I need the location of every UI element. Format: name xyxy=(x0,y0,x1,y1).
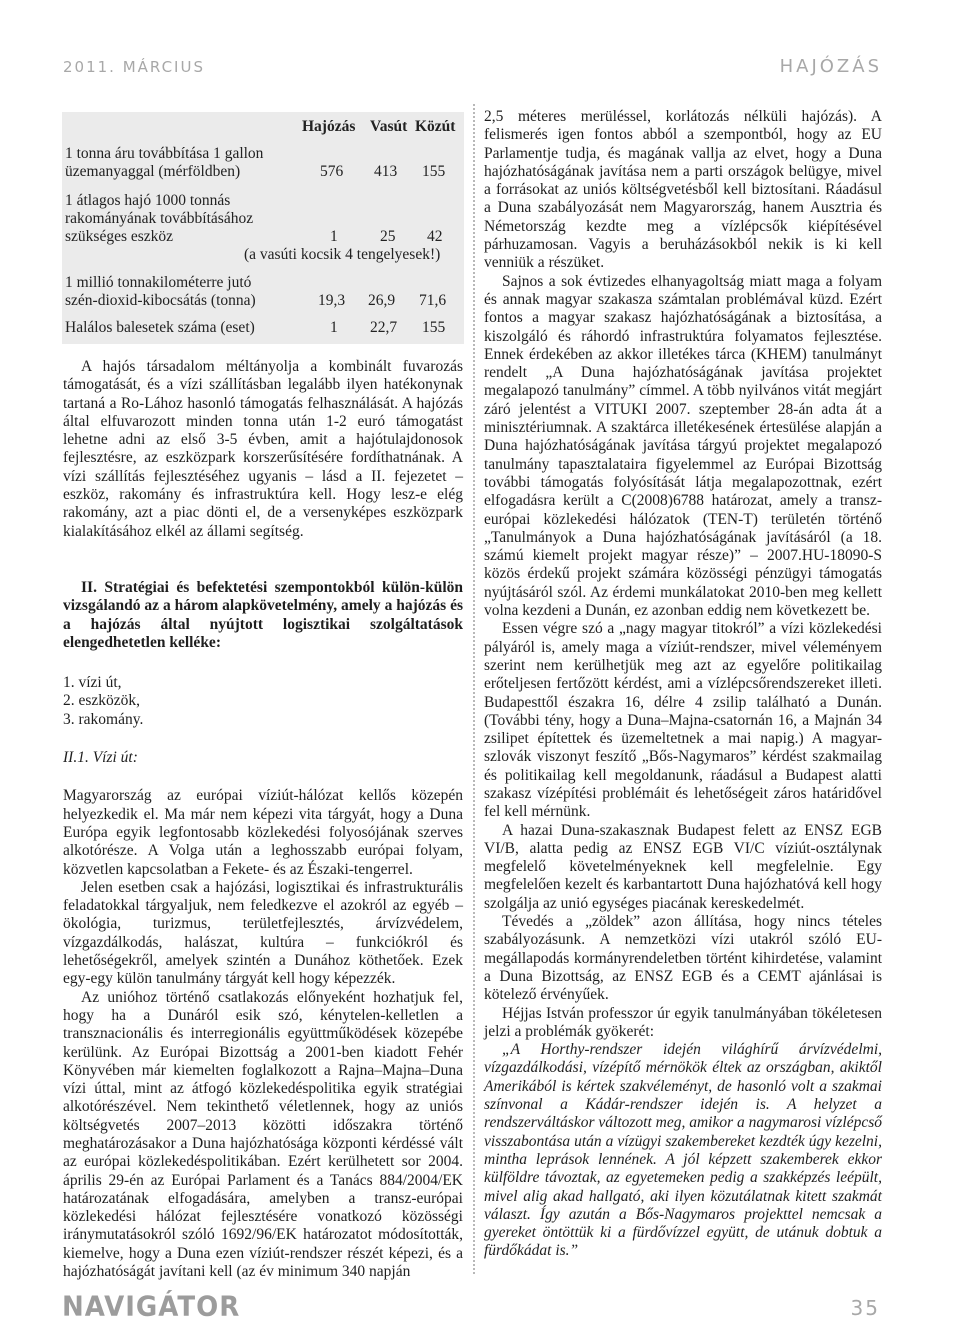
comparison-table xyxy=(62,112,464,344)
left-paragraph-3: Jelen esetben csak a hajózási, logisztikai és infrastrukturális feladatokkal tárgyaljuk, nem feledkezve el azokról az egyéb – ökológia, turizmus, területfejlesztés, árvízvédelem, vízgazdálkodás, halászat, kultúra – funkciókról és lehetőségekről, amelyek szintén a Dunához köthetőek. Ezek egy-egy külön tanulmány tárgyát kell hogy képezzék. xyxy=(63,878,463,988)
list-item-3: 3. rakomány. xyxy=(63,710,144,728)
row1-value-kozut: 155 xyxy=(422,163,446,180)
row3-label-line1: 1 millió tonnakilométerre jutó xyxy=(65,274,252,291)
row2-label-line3: szükséges eszköz xyxy=(65,228,174,245)
page-header xyxy=(0,0,960,92)
row1-value-hajozas: 576 xyxy=(320,163,344,180)
row3-value-vasut: 26,9 xyxy=(368,292,396,309)
row2-value-kozut: 42 xyxy=(427,228,443,245)
subheading-ii-1: II.1. Vízi út: xyxy=(63,749,138,767)
list-item-2: 2. eszközök, xyxy=(63,692,141,710)
navigator-logo: NAVIGÁTOR xyxy=(62,1291,241,1323)
right-column xyxy=(484,108,882,1261)
page-number: 35 xyxy=(850,1296,880,1320)
right-paragraph-5: Tévedés a „zöldek” azon állítása, hogy nincs tételes szabályozásunk. A nemzetközi vízi utakról szóló EU-megállapodás kormányrendeletben történt kihirdetése, valamint a Duna Bizottság, az ENSZ EGB és a CEMT ajánlásai is kötelező érvényűek. xyxy=(484,913,882,1004)
row2-value-hajozas: 1 xyxy=(330,228,338,245)
row1-label-line1: 1 tonna áru továbbítása 1 gallon xyxy=(65,145,264,162)
section-title: HAJÓZÁS xyxy=(779,56,882,77)
quote-paragraph: „A Horthy-rendszer idején világhírű árvízvédelmi, vízgazdálkodási, vízépítő mérnökök éltek az országban, akiktől Amerikából is kértek szakvéleményt, de hasonló volt a szakmai színvonal a Kádár-rendszer idején is. A helyzet a rendszerváltáskor változott meg, amikor a nagymarosi vízlépcső visszabontása után a vízügyi szakembereket kezdték úgy kezelni, mintha leprások lennének. A jól képzett szakemberek ekkor külföldre távoztak, az egyetemeken pedig a szakképzés leépült, mivel alig akad hallgató, aki ilyen közutálatnak kitett szakmát választ. Így azután a Bős-Nagymaros projekttel nemcsak a gyereket öntöttük ki a fürdővízzel együtt, de utánuk dobtuk a fürdőkádat is.” xyxy=(484,1041,882,1260)
right-paragraph-6: Héjjas István professzor úr egyik tanulmányában tökéletesen jelzi a problémák gyökerét: xyxy=(484,1004,882,1040)
row2-label-line2: rakományának továbbításához xyxy=(65,210,254,227)
col-header-hajozas: Hajózás xyxy=(302,118,356,135)
row2-note: (a vasúti kocsik 4 tengelyesek!) xyxy=(244,246,441,263)
left-paragraph-1: A hajós társadalom méltányolja a kombinált fuvarozás támogatását, és a vízi szállításban legalább ilyen hatékonynak tartaná a Ro-Lához hasonló támogatás felhasználását. A hajózás által elfuvarozott minden tonna után 1-2 euró támogatást lehetne adni az első 3-5 évben, amit a hajótulajdonosok fejlesztésre, az eszközpark korszerűsítésére fordíthatnának. A vízi szállítás fejlesztéséhez ugyanis – lásd a II. fejezetet – eszköz, rakomány és infrastruktúra kell. Hogy lesz-e elég rakomány, azt a piac dönti el, de a versenyképes eszközpark kialakításához elkél az állami segítség. xyxy=(63,358,463,540)
row3-value-kozut: 71,6 xyxy=(419,292,447,309)
col-header-vasut: Vasút xyxy=(370,118,408,135)
left-paragraph-4: Az unióhoz történő csatlakozás előnyeként hozhatjuk fel, hogy ha a Dunáról esik szó, kénytelen-kelletlen a transznacionális és interregionális együttműködések közepébe kerülünk. Az Európai Bizottság a 2001-ben kiadott Fehér Könyvében már kiemelten foglalkozott a Rajna–Majna–Duna vízi úttal, mint az átfogó közlekedéspolitika egyik stratégiai alkotórészével. Nem tekinthető véletlennek, hogy az uniós költségvetés 2007–2013 közötti időszakra történő meghatározásakor a Duna hajózhatósága központi kérdéssé vált az európai közlekedéspolitikában. Ezért kerülhetett sor 2004. április 29-én az Európai Parlament és a Tanács 884/2004/EK határozatának elfogadására, amelyben a transz-európai közlekedési hálózat fejlesztésére vonatkozó közösségi iránymutatásokról szóló 1692/96/EK határozatot módosították, kiemelve, hogy a Duna ezen víziút-rendszer részét képezi, és a hajózhatóságát javítani kell (az év minimum 340 napján xyxy=(63,988,463,1281)
row4-value-kozut: 155 xyxy=(422,319,446,336)
issue-date: 2011. MÁRCIUS xyxy=(63,58,205,76)
col-header-kozut: Közút xyxy=(415,118,456,135)
row3-label-line2: szén-dioxid-kibocsátás (tonna) xyxy=(65,292,256,309)
row1-value-vasut: 413 xyxy=(374,163,398,180)
right-paragraph-4: A hazai Duna-szakasznak Budapest felett az ENSZ EGB VI/B, alatta pedig az ENSZ EGB VI/C víziút-osztálynak megfelelő követelményeknek kell megfelelnie. Egy megfelelően kezelt és karbantartott Duna hajózhatóvá kell hogy szolgálja az unió egységes piacának kereskedelmét. xyxy=(484,821,882,912)
row1-label-line2: üzemanyaggal (mérföldben) xyxy=(65,163,241,180)
row4-value-hajozas: 1 xyxy=(330,319,338,336)
row2-label-line1: 1 átlagos hajó 1000 tonnás xyxy=(65,192,231,209)
column-divider xyxy=(473,104,475,1274)
section-heading-ii: II. Stratégiai és befektetési szempontokból külön-külön vizsgálandó az a három alapkövetelmény, amely a hajózás és a hajózás által nyújtott logisztikai szolgáltatások elengedhetetlen kelléke: xyxy=(63,578,463,651)
row2-value-vasut: 25 xyxy=(380,228,396,245)
right-paragraph-3: Essen végre szó a „nagy magyar titokról” a vízi közlekedési pályáról is, amely maga a víziút-rendszer, mivel véleményem szerint nem kerülhetjük meg azt az egyelőre politikailag erőteljesen fertőzött kérdést, ami a vízlépcsőrendszereket illeti. Budapesttől északra 16, délre 4 zsilip található a Dunán. (További tény, hogy a Duna–Majna-csatornán 16, a Majnán 34 zsilipet építettek és üzemeltetnek a mai napig.) A magyar-szlovák viszonyt feszítő „Bős-Nagymaros” kérdést szakmailag és politikailag kell megoldanunk, ráadásul a Budapest alatti szakasz vízépítési problémáit és lehetőségeit záros határidővel fel kell mérnünk. xyxy=(484,620,882,821)
row4-value-vasut: 22,7 xyxy=(370,319,398,336)
right-paragraph-1: 2,5 méteres merüléssel, korlátozás nélküli hajózás). A felismerés igen fontos abból a szempontból, hogy az EU Parlamentje tudja, és magának vallja az elvet, hogy a Duna hajózhatóságának javítása nem a parti országok belügye, mivel a forrásokat az uniós költségvetésből kell biztosítani. Ráadásul a Duna szabályozását nem Magyarország, hanem Ausztria és Németország kezdte meg a vízlépcsők kiépítésével párhuzamosan. Vagyis a beruházásokból nekik is ki kell venniük a részüket. xyxy=(484,108,882,272)
list-item-1: 1. vízi út, xyxy=(63,674,122,692)
left-column xyxy=(63,358,463,1281)
left-paragraph-2: Magyarország az európai víziút-hálózat kellős közepén helyezkedik el. Ma már nem képezi vita tárgyát, hogy a Duna Európa egyik legfontosabb közlekedési folyosójának szerves alkotórésze. A Volga után a leghosszabb európai folyam, közvetlen kapcsolatban a Fekete- és az Északi-tengerrel. xyxy=(63,787,463,878)
row3-value-hajozas: 19,3 xyxy=(318,292,346,309)
row4-label: Halálos balesetek száma (eset) xyxy=(65,319,255,336)
right-paragraph-2: Sajnos a sok évtizedes elhanyagoltság miatt maga a folyam és annak magyar szakasza számtalan problémával küzd. Ezért fontos a magyar szakasz hajózhatóságának a biztosítása, a kiszolgáló és ráhordó infrastruktúra folyamatos fejlesztése. Ennek érdekében az akkor illetékes tárca (KHEM) tanulmányt rendelt „A Duna hajózhatóságának javítása projektet megalapozó tanulmány” címmel. A több nyilvános vitát megjárt záró jelentést a VITUKI 2007. szeptember 28-án adta át a minisztériumnak. A szaktárca illetékesének értesülése alapján a Duna hajózhatóságának javítása tárgyú projektet megalapozó tanulmány tapasztalataira figyelemmel az Európai Bizottság további támogatás folyósítását látja megalapozottnak, ezért elfogadásra került a C(2008)6788 határozat, amely a transz-európai közlekedési hálózatok (TEN-T) területén történő „Tanulmányok a Duna hajózhatóságának javításáról (a 18. számú kiemelt projekt magyar része)” – 2007.HU-18090-S közös érdekű projekt számára közösségi pénzügyi támogatás nyújtásáról szól. Az érdemi munkálatokat 2010-ben meg kellett volna kezdeni a Dunán, ez azonban eddig nem következett be. xyxy=(484,272,882,620)
